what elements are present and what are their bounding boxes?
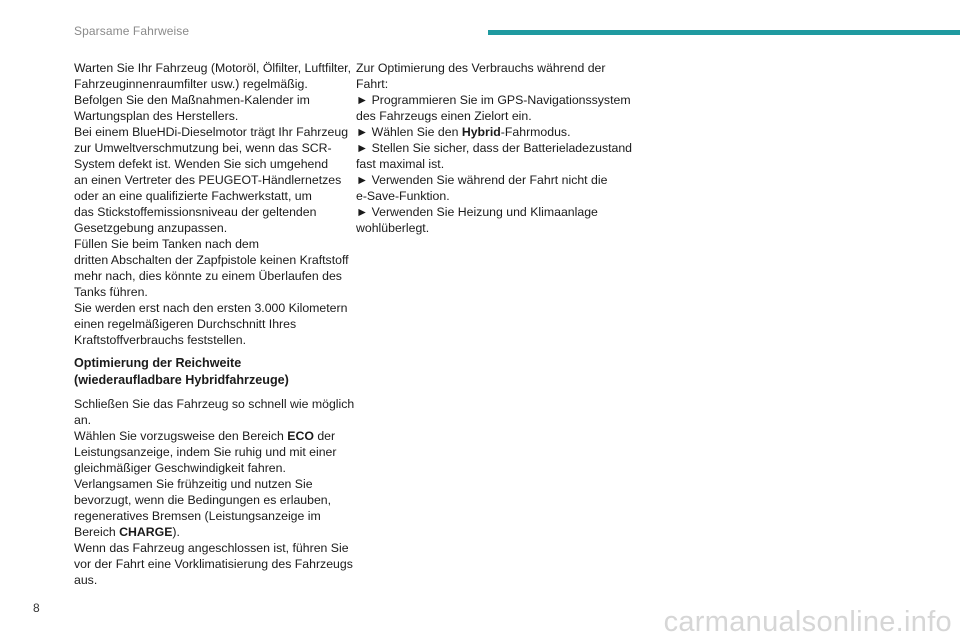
text-line: Kraftstoffverbrauchs feststellen. — [74, 333, 247, 347]
text-line: vor der Fahrt eine Vorklimatisierung des Fahrzeugs — [74, 557, 353, 571]
text-line: zur Umweltverschmutzung bei, wenn das SCR- — [74, 141, 332, 155]
text-line: Fahrzeuginnenraumfilter usw.) regelmäßig. — [74, 77, 308, 91]
eco-label: ECO — [287, 429, 314, 443]
text-run: Bereich — [74, 525, 120, 539]
text-line: Tanks führen. — [74, 285, 148, 299]
bullet-line — [356, 124, 626, 140]
left-column — [74, 60, 355, 588]
bullet-line: ► Programmieren Sie im GPS-Navigationssystem — [356, 93, 631, 107]
text-line: Befolgen Sie den Maßnahmen-Kalender im — [74, 93, 310, 107]
text-line: Zur Optimierung des Verbrauchs während der — [356, 61, 606, 75]
text-line: e-Save-Funktion. — [356, 189, 450, 203]
text-line: gleichmäßiger Geschwindigkeit fahren. — [74, 461, 286, 475]
spacer — [74, 389, 342, 396]
text-run: der — [313, 429, 336, 443]
text-line: fast maximal ist. — [356, 157, 445, 171]
maintenance-paragraph — [74, 60, 352, 348]
section-title: Sparsame Fahrweise — [74, 24, 190, 38]
text-line — [74, 524, 342, 540]
text-run: ). — [172, 525, 180, 539]
text-line: System defekt ist. Wenden Sie sich umgehend — [74, 157, 329, 171]
text-line: Verlangsamen Sie frühzeitig und nutzen Sie — [74, 477, 313, 491]
text-line: an. — [74, 413, 92, 427]
text-run: -Fahrmodus. — [500, 125, 571, 139]
bullet-line: ► Verwenden Sie während der Fahrt nicht die — [356, 173, 608, 187]
text-line: bevorzugt, wenn die Bedingungen es erlauben, — [74, 493, 332, 507]
text-line: Gesetzgebung anzupassen. — [74, 221, 228, 235]
bullet-line: ► Verwenden Sie Heizung und Klimaanlage — [356, 205, 598, 219]
text-line: Bei einem BlueHDi-Dieselmotor trägt Ihr Fahrzeug — [74, 125, 349, 139]
text-line: das Stickstoffemissionsniveau der geltenden — [74, 205, 317, 219]
text-run: ► Wählen Sie den — [356, 125, 462, 139]
text-line: dritten Abschalten der Zapfpistole keinen Kraftstoff — [74, 253, 349, 267]
spacer — [74, 348, 342, 355]
page-number: 8 — [33, 601, 40, 615]
heading-line: (wiederaufladbare Hybridfahrzeuge) — [74, 373, 289, 387]
text-line: Wartungsplan des Herstellers. — [74, 109, 239, 123]
text-line: Leistungsanzeige, indem Sie ruhig und mit einer — [74, 445, 337, 459]
text-line: regeneratives Bremsen (Leistungsanzeige im — [74, 509, 321, 523]
text-run: Wählen Sie vorzugsweise den Bereich — [74, 429, 288, 443]
watermark-text: carmanualsonline.info — [663, 606, 952, 638]
text-line: an einen Vertreter des PEUGEOT-Händlernetzes — [74, 173, 342, 187]
text-line: Sie werden erst nach den ersten 3.000 Kilometern — [74, 301, 348, 315]
text-line — [74, 428, 342, 444]
bullet-line: ► Stellen Sie sicher, dass der Batterieladezustand — [356, 141, 633, 155]
text-line: Warten Sie Ihr Fahrzeug (Motoröl, Ölfilter, Luftfilter, — [74, 61, 352, 75]
text-line: aus. — [74, 573, 98, 587]
right-column — [356, 60, 633, 236]
text-line: Fahrt: — [356, 77, 389, 91]
text-line: oder an eine qualifizierte Fachwerkstatt, um — [74, 189, 312, 203]
section-accent-bar — [488, 30, 960, 35]
text-line: Wenn das Fahrzeug angeschlossen ist, führen Sie — [74, 541, 349, 555]
range-paragraph — [74, 396, 355, 588]
heading-line: Optimierung der Reichweite — [74, 356, 242, 370]
section-heading — [74, 355, 342, 389]
text-line: Schließen Sie das Fahrzeug so schnell wie möglich — [74, 397, 355, 411]
text-line: Füllen Sie beim Tanken nach dem — [74, 237, 260, 251]
text-line: des Fahrzeugs einen Zielort ein. — [356, 109, 532, 123]
text-line: mehr nach, dies könnte zu einem Überlaufen des — [74, 269, 342, 283]
text-line: einen regelmäßigeren Durchschnitt Ihres — [74, 317, 297, 331]
charge-label: CHARGE — [119, 525, 173, 539]
text-line: wohlüberlegt. — [356, 221, 430, 235]
hybrid-label: Hybrid — [461, 125, 501, 139]
